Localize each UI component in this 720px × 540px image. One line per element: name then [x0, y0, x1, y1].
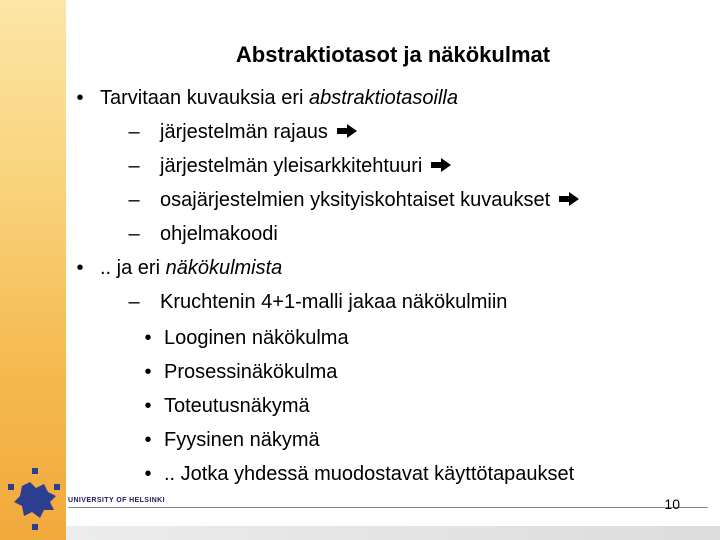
dash-marker: – [128, 189, 140, 211]
sub-sub-bullet-line-1: Looginen näkökulma [164, 327, 349, 349]
university-logo-icon [2, 466, 68, 534]
bullet-line-1: Tarvitaan kuvauksia eri abstraktiotasoilla [100, 87, 458, 109]
bullet-marker: • [144, 395, 152, 417]
page-number: 10 [664, 496, 680, 512]
right-arrow-icon [558, 187, 580, 215]
sub-sub-bullet-line-2: Prosessinäkökulma [164, 361, 338, 383]
divider [68, 507, 708, 508]
dash-marker: – [128, 291, 140, 313]
sub-bullet-line-1: järjestelmän rajaus [160, 118, 358, 146]
sub-sub-bullet-line-5: .. Jotka yhdessä muodostavat käyttötapaukset [164, 463, 575, 485]
sub-sub-bullet-line-4: Fyysinen näkymä [164, 429, 320, 451]
slide-title: Abstraktiotasot ja näkökulmat [235, 42, 551, 67]
sub-bullet-line-2: järjestelmän yleisarkkitehtuuri [160, 152, 452, 180]
sub-sub-bullet-line-3: Toteutusnäkymä [164, 395, 310, 417]
bullet-marker: • [144, 361, 152, 383]
university-label: UNIVERSITY OF HELSINKI [68, 497, 165, 504]
bullet-marker: • [76, 87, 84, 109]
sub-bullet-line-5: Kruchtenin 4+1-malli jakaa näkökulmiin [160, 291, 508, 313]
right-arrow-icon [430, 153, 452, 181]
dash-marker: – [128, 155, 140, 177]
bottom-band [66, 526, 720, 540]
bullet-marker: • [144, 429, 152, 451]
bullet-marker: • [144, 463, 152, 485]
dash-marker: – [128, 121, 140, 143]
sub-bullet-line-3: osajärjestelmien yksityiskohtaiset kuvaukset [160, 186, 580, 214]
sub-bullet-line-4: ohjelmakoodi [160, 223, 278, 245]
decorative-sidebar [0, 0, 66, 540]
bullet-line-2: .. ja eri näkökulmista [100, 257, 283, 279]
bullet-marker: • [144, 327, 152, 349]
dash-marker: – [128, 223, 140, 245]
bullet-marker: • [76, 257, 84, 279]
right-arrow-icon [336, 119, 358, 147]
